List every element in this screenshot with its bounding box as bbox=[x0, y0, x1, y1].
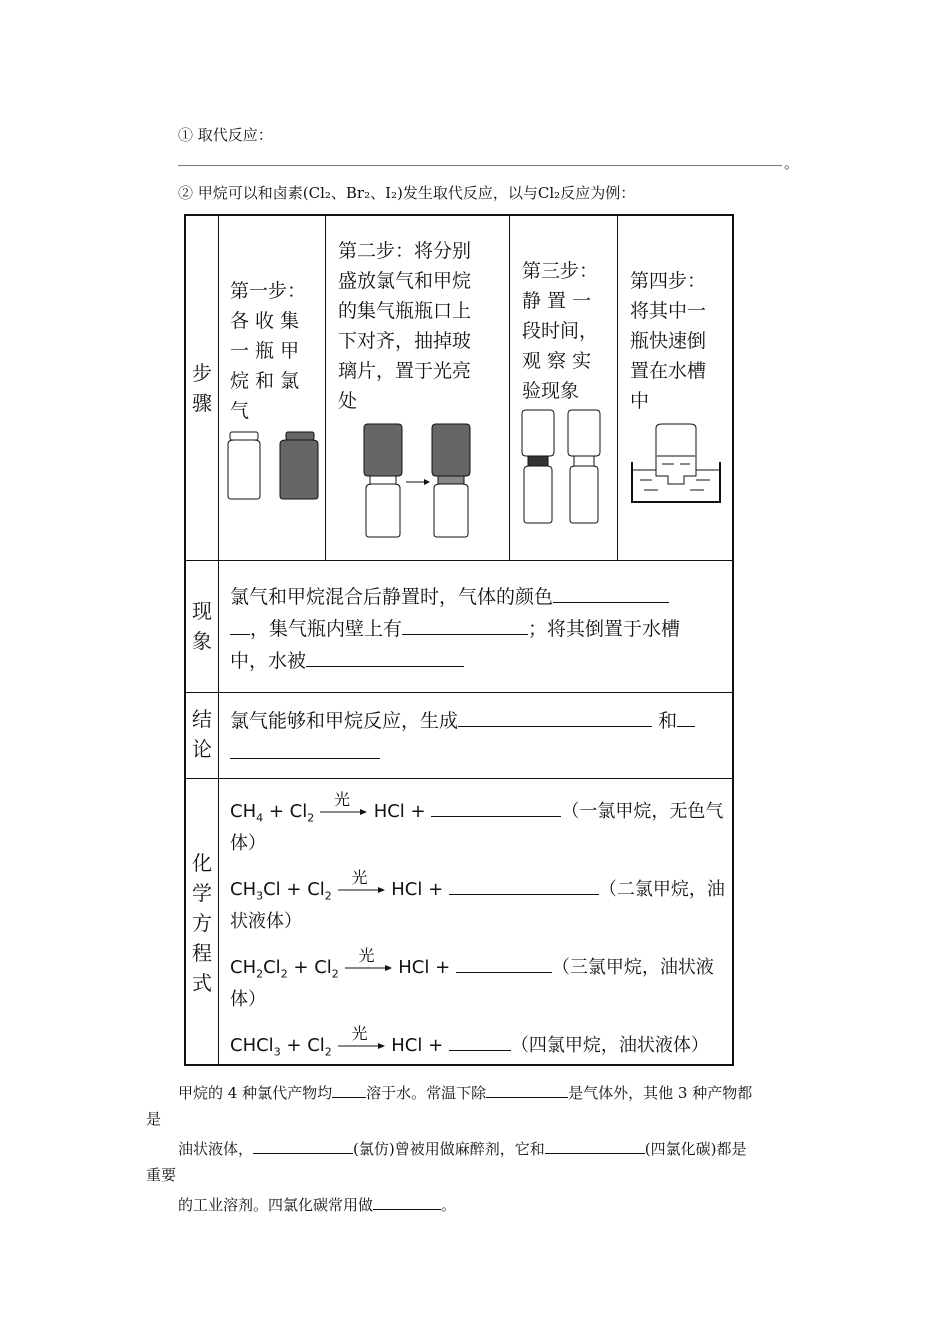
blank-use[interactable] bbox=[373, 1195, 441, 1210]
blank-wall[interactable] bbox=[402, 612, 528, 635]
blank-product-2[interactable] bbox=[230, 736, 380, 759]
conclusion-text: 氯气能够和甲烷反应，生成 和 bbox=[230, 704, 726, 768]
footer-line-1b: 是 bbox=[146, 1110, 162, 1128]
step-1-text: 第一步： 各 收 集 一 瓶 甲 烷 和 氯 气 bbox=[230, 280, 307, 422]
blank-eq-2[interactable] bbox=[449, 872, 599, 895]
step-3-text: 第三步： 静 置 一 段时间， 观 察 实 验现象 bbox=[522, 260, 599, 402]
row-header-equation: 化 学 方 程 式 bbox=[192, 851, 212, 995]
intro-line-1: ① 取代反应： bbox=[178, 126, 273, 144]
light-arrow-icon: 光 bbox=[338, 880, 386, 900]
row-header-steps: 步 骤 bbox=[192, 361, 212, 415]
step-2-text: 第二步：将分别 盛放氯气和甲烷 的集气瓶瓶口上 下对齐，抽掉玻 璃片，置于光亮 处 bbox=[338, 240, 472, 412]
stacked-bottles-icon bbox=[362, 422, 474, 538]
equation-2: $CH_3Cl + Cl_2$ 光 HCl + （二氯甲烷，油 bbox=[230, 868, 725, 903]
step-4-text: 第四步： 将其中一 瓶快速倒 置在水槽 中 bbox=[630, 270, 707, 412]
blank-product-1[interactable] bbox=[458, 704, 652, 727]
blank-eq-1[interactable] bbox=[431, 794, 561, 817]
water-trough-icon bbox=[630, 422, 724, 506]
observation-text: 氯气和甲烷混合后静置时，气体的颜色 ，集气瓶内壁上有 ；将其倒置于水槽 中，水被 bbox=[230, 580, 726, 676]
footer-line-3: 的工业溶剂。四氯化碳常用做 。 bbox=[178, 1196, 457, 1214]
row-header-conclusion: 结 论 bbox=[192, 707, 212, 761]
blank-color[interactable] bbox=[553, 580, 669, 603]
blank-water[interactable] bbox=[306, 644, 464, 667]
blank-eq-4[interactable] bbox=[449, 1028, 511, 1051]
row-header-observation: 现 象 bbox=[192, 599, 212, 653]
blank-eq-3[interactable] bbox=[456, 950, 552, 973]
intro-line-1-end: 。 bbox=[784, 154, 800, 172]
blank-ccl4[interactable] bbox=[545, 1139, 645, 1154]
blank-gas[interactable] bbox=[486, 1083, 568, 1098]
bottles-standing-icon bbox=[520, 408, 610, 526]
reaction-table bbox=[184, 214, 734, 1066]
equation-3: $CH_2Cl_2 + Cl_2$ 光 HCl + （三氯甲烷，油状液 bbox=[230, 946, 714, 981]
light-arrow-icon: 光 bbox=[345, 958, 393, 978]
light-arrow-icon: 光 bbox=[320, 802, 368, 822]
footer-line-2b: 重要 bbox=[146, 1166, 177, 1184]
equation-3-note: 体） bbox=[230, 989, 266, 1010]
equation-2-note: 状液体） bbox=[230, 911, 302, 932]
blank-chloroform[interactable] bbox=[253, 1139, 353, 1154]
equation-4: CHCl$_3$ + $Cl_2$ 光 HCl + （四氯甲烷，油状液体） bbox=[230, 1024, 709, 1059]
intro-line-2: ② 甲烷可以和卤素(Cl₂、Br₂、I₂)发生取代反应，以与Cl₂反应为例： bbox=[178, 184, 636, 202]
answer-blank-substitution[interactable] bbox=[178, 165, 782, 166]
light-arrow-icon: 光 bbox=[338, 1036, 386, 1056]
equation-1-note: 体） bbox=[230, 833, 266, 854]
footer-line-1: 甲烷的 4 种氯代产物均 溶于水。常温下除 是气体外，其他 3 种产物都 bbox=[178, 1084, 753, 1102]
equation-1: $CH_4 + Cl_2$ 光 HCl + （一氯甲烷，无色气 bbox=[230, 790, 724, 825]
blank-solubility[interactable] bbox=[332, 1083, 366, 1098]
footer-line-2: 油状液体， (氯仿)曾被用做麻醉剂，它和 (四氯化碳)都是 bbox=[178, 1140, 747, 1158]
two-gas-bottles-icon bbox=[224, 430, 322, 500]
